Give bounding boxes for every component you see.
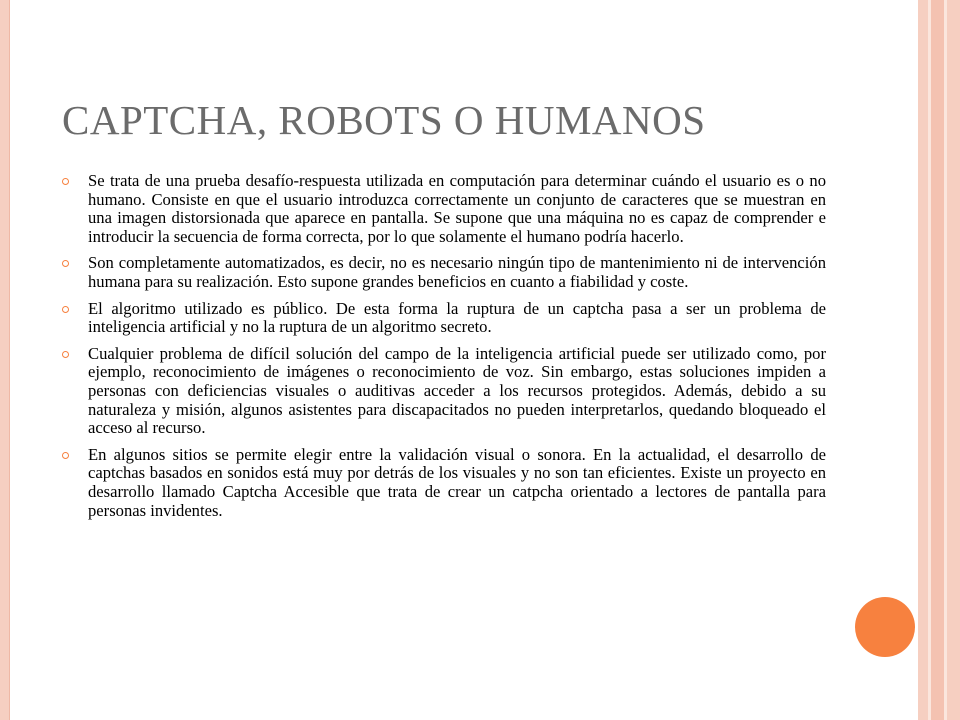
bullet-ring-icon — [62, 178, 69, 185]
bullet-item — [62, 172, 826, 246]
left-frame-line — [9, 0, 10, 720]
bullet-ring-icon — [62, 351, 69, 358]
right-frame-stripe — [918, 0, 928, 720]
bullet-text: Son completamente automatizados, es decir, no es necesario ningún tipo de mantenimiento ni de intervención humana para su realización. Esto supone grandes beneficios en cuanto a fiabilidad y coste. — [88, 253, 826, 291]
bullet-item — [62, 446, 826, 520]
bullet-text: En algunos sitios se permite elegir entre la validación visual o sonora. En la actualidad, el desarrollo de captchas basados en sonidos está muy por detrás de los visuales y no son tan eficientes. Existe un proyecto en desarrollo llamado Captcha Accesible que trata de crear un catpcha orientado a lectores de pantalla para personas invidentes. — [88, 444, 826, 520]
bullet-ring-icon — [62, 306, 69, 313]
bullet-ring-icon — [62, 260, 69, 267]
decorative-circle — [855, 597, 915, 657]
slide-title: CAPTCHA, ROBOTS O HUMANOS — [62, 97, 706, 143]
bullet-text: Cualquier problema de difícil solución del campo de la inteligencia artificial puede ser utilizado como, por ejemplo, reconocimiento de imágenes o reconocimiento de voz. Sin embargo, estas soluciones impiden a personas con deficiencias visuales o auditivas acceder a los recursos protegidos. Además, debido a su naturaleza y misión, algunos asistentes para discapacitados no pueden interpretarlos, quedando bloqueado el acceso al recurso. — [88, 343, 826, 438]
left-frame-border — [0, 0, 9, 720]
bullet-item — [62, 345, 826, 438]
bullet-item — [62, 300, 826, 337]
bullet-ring-icon — [62, 452, 69, 459]
right-frame-stripe — [947, 0, 960, 720]
bullet-text: El algoritmo utilizado es público. De esta forma la ruptura de un captcha pasa a ser un problema de inteligencia artificial y no la ruptura de un algoritmo secreto. — [88, 298, 826, 337]
right-frame-stripe — [931, 0, 944, 720]
bullet-text: Se trata de una prueba desafío-respuesta utilizada en computación para determinar cuándo el usuario es o no humano. Consiste en que el usuario introduzca correctamente un conjunto de caracteres que se muestran en una imagen distorsionada que aparece en pantalla. Se supone que una máquina no es capaz de comprender e introducir la secuencia de forma correcta, por lo que solamente el humano podría hacerlo. — [88, 171, 826, 246]
bullet-item — [62, 254, 826, 291]
bullet-list — [62, 172, 826, 528]
